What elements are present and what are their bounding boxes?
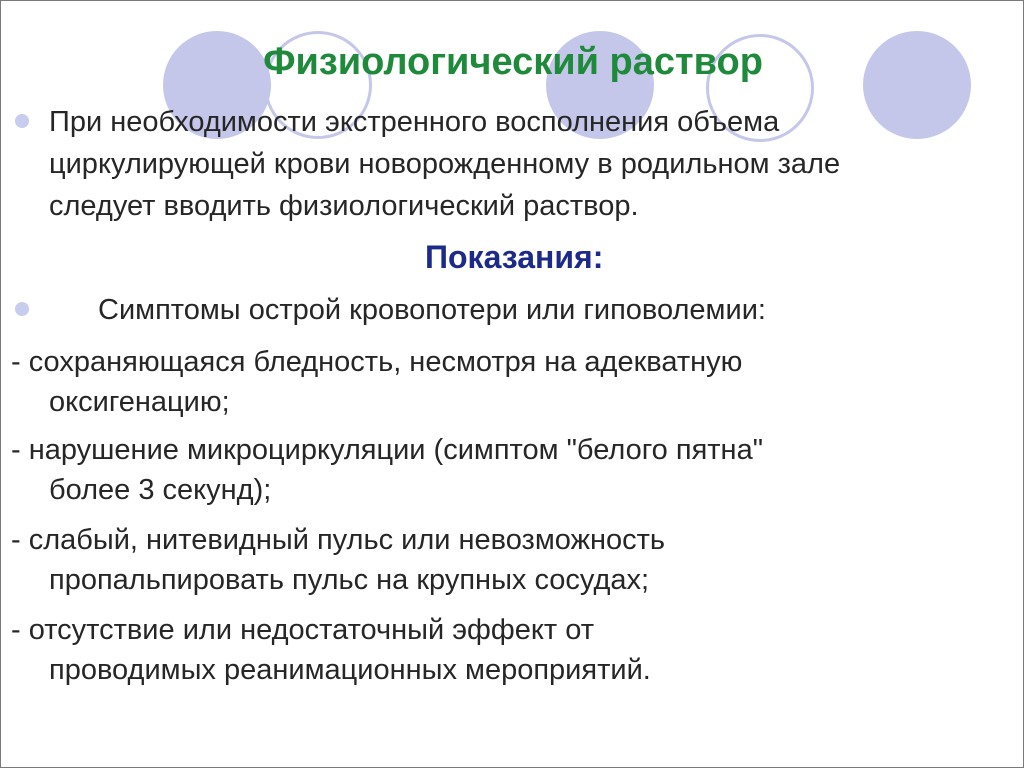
intro-line-2: циркулирующей крови новорожденному в родильном зале [49, 148, 841, 180]
indication-item-2-line-2: более 3 секунд); [49, 474, 272, 506]
bullet-icon [15, 302, 29, 316]
indication-item-3-line-1: - слабый, нитевидный пульс или невозможность [11, 524, 666, 556]
slide-title: Физиологический раствор [263, 41, 763, 83]
indication-item-1-line-1: - сохраняющаяся бледность, несмотря на адекватную [11, 346, 743, 378]
intro-line-1: При необходимости экстренного восполнения объема [49, 106, 780, 138]
bullet-icon [15, 114, 29, 128]
indication-item-3-line-2: пропальпировать пульс на крупных сосудах; [49, 564, 650, 596]
indication-item-2-line-1: - нарушение микроциркуляции (симптом "белого пятна" [11, 434, 763, 466]
indication-item-4-line-2: проводимых реанимационных мероприятий. [49, 654, 651, 686]
indications-heading: Показания: [425, 239, 604, 275]
symptoms-intro: Симптомы острой кровопотери или гиповолемии: [98, 294, 766, 326]
intro-line-3: следует вводить физиологический раствор. [49, 190, 639, 222]
indication-item-4-line-1: - отсутствие или недостаточный эффект от [11, 614, 595, 646]
indication-item-1-line-2: оксигенацию; [49, 386, 230, 418]
